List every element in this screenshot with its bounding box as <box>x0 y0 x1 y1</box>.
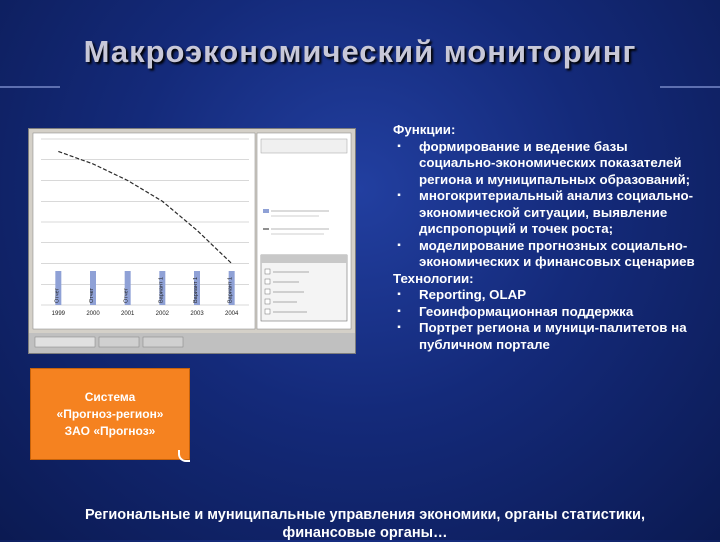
footer-text <box>40 506 690 542</box>
footer-line-1: Региональные и муниципальные управления экономики, органы статистики, <box>84 507 646 523</box>
title-divider-left <box>0 86 60 88</box>
technology-item: ▪ Геоинформационная поддержка <box>397 303 634 319</box>
chart-x-tick: 2000 <box>86 311 100 317</box>
slide-title: Макроэкономический мониторинг <box>83 34 637 69</box>
chart-x-tick: 2001 <box>120 311 135 317</box>
chart-bar-label: Вариант 1 <box>193 276 199 303</box>
chart-bar-label: Вариант 1 <box>158 276 165 303</box>
chart-x-tick: 2002 <box>155 311 170 317</box>
technologies-heading: Технологии: <box>393 270 474 286</box>
callout-line-2: «Прогноз-регион» <box>56 406 164 421</box>
function-item: ▪ формирование и ведение базы социально-экономических показателей региона и муниципальных образований; <box>397 138 691 187</box>
technology-item: ▪ Портрет региона и муници-палитетов на публичном портале <box>397 320 687 352</box>
callout-line-3: ЗАО «Прогноз» <box>64 423 156 438</box>
system-callout <box>30 368 190 460</box>
chart-x-tick: 1999 <box>51 311 66 317</box>
chart-bar-label: Вариант 1 <box>227 276 234 303</box>
footer-line-2: финансовые органы… <box>282 525 448 541</box>
function-item: ▪ моделирование прогнозных социально-экономических и финансовых сценариев <box>397 237 695 269</box>
description-block <box>393 122 698 353</box>
app-screenshot <box>28 128 356 354</box>
function-item: ▪ многокритериальный анализ социально-экономической ситуации, выявление диспропорций и точек роста; <box>397 188 694 236</box>
functions-heading: Функции: <box>393 122 456 137</box>
chart-x-tick: 2004 <box>224 311 239 317</box>
callout-line-1: Система <box>84 389 136 404</box>
chart-x-tick: 2003 <box>190 311 204 317</box>
chart-bar-label: Отчет <box>123 287 130 303</box>
callout-tail <box>178 450 190 462</box>
technology-item: ▪ Reporting, OLAP <box>397 287 527 302</box>
title-divider-right <box>660 86 720 88</box>
screenshot-drawing <box>29 129 355 353</box>
chart-bar-label: Отчет <box>54 287 61 303</box>
chart-bar-label: Отчет <box>89 287 95 303</box>
